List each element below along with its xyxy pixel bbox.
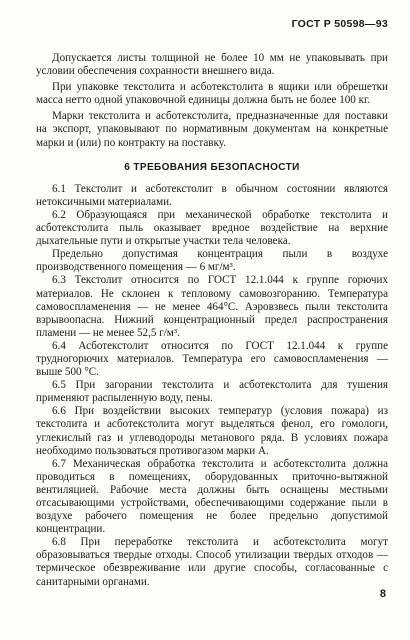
paragraph-6-4: 6.4 Асботекстолит относится по ГОСТ 12.1.044 к группе трудногорючих материалов. Температура его самовоспламенения — выше 500 °С. (36, 339, 388, 379)
paragraph-dust-limit: Предельно допустимая концентрация пыли в воздухе производственного помещения — 6 мг/м³. (36, 248, 388, 274)
paragraph-export-packaging: Марки текстолита и асботекстолита, предназначенные для поставки на экспорт, упаковывают по нормативным документам на конкретные марки и (или) по контракту на поставку. (36, 110, 388, 149)
page-number: 8 (379, 588, 386, 600)
page-body (36, 52, 388, 589)
paragraph-6-8: 6.8 При переработке текстолита и асботекстолита могут образовываться твердые отходы. Способ утилизации твердых отходов — термическое обезвреживание или другие способы, согласованные с санитарными органами. (36, 536, 388, 588)
paragraph-box-mass: При упаковке текстолита и асботекстолита в ящики или обрешетки масса нетто одной упаковочной единицы должна быть не более 100 кг. (36, 81, 388, 107)
paragraph-6-5: 6.5 При загорании текстолита и асботекстолита для тушения применяют распыленную воду, пены. (36, 379, 388, 405)
paragraph-6-2: 6.2 Образующаяся при механической обработке текстолита и асботекстолита пыль оказывает вредное воздействие на верхние дыхательные пути и открытые участки тела человека. (36, 208, 388, 248)
standard-header: ГОСТ Р 50598—93 (291, 18, 388, 30)
paragraph-6-1: 6.1 Текстолит и асботекстолит в обычном состоянии являются нетоксичными материалами. (36, 182, 388, 208)
paragraph-6-3: 6.3 Текстолит относится по ГОСТ 12.1.044 к группе горючих материалов. Не склонен к тепловому самовозгоранию. Температура самовоспламенения — не менее 464°С. Аэровзвесь пыли текстолита взрывоопасна. Нижний концентрационный предел распространения пламени — не менее 52,5 г/м³. (36, 274, 388, 339)
section-title-safety: 6 ТРЕБОВАНИЯ БЕЗОПАСНОСТИ (124, 161, 300, 173)
paragraph-6-6: 6.6 При воздействии высоких температур (условия пожара) из текстолита и асботекстолита могут выделяться фенол, его гомологи, углекислый газ и углеводороды метанового ряда. В условиях пожара необходимо пользоваться противогазом марки А. (36, 405, 388, 457)
paragraph-6-7: 6.7 Механическая обработка текстолита и асботекстолита должна проводиться в помещениях, оборудованных приточно-вытяжной вентиляцией. Рабочие места должны быть оснащены местными отсасывающими устройствами, обеспечивающими содержание пыли в воздухе рабочего помещения не более предельно допустимой концентрации. (36, 457, 388, 536)
paragraph-thickness-packaging: Допускается листы толщиной не более 10 мм не упаковывать при условии обеспечения сохранности внешнего вида. (36, 52, 388, 78)
